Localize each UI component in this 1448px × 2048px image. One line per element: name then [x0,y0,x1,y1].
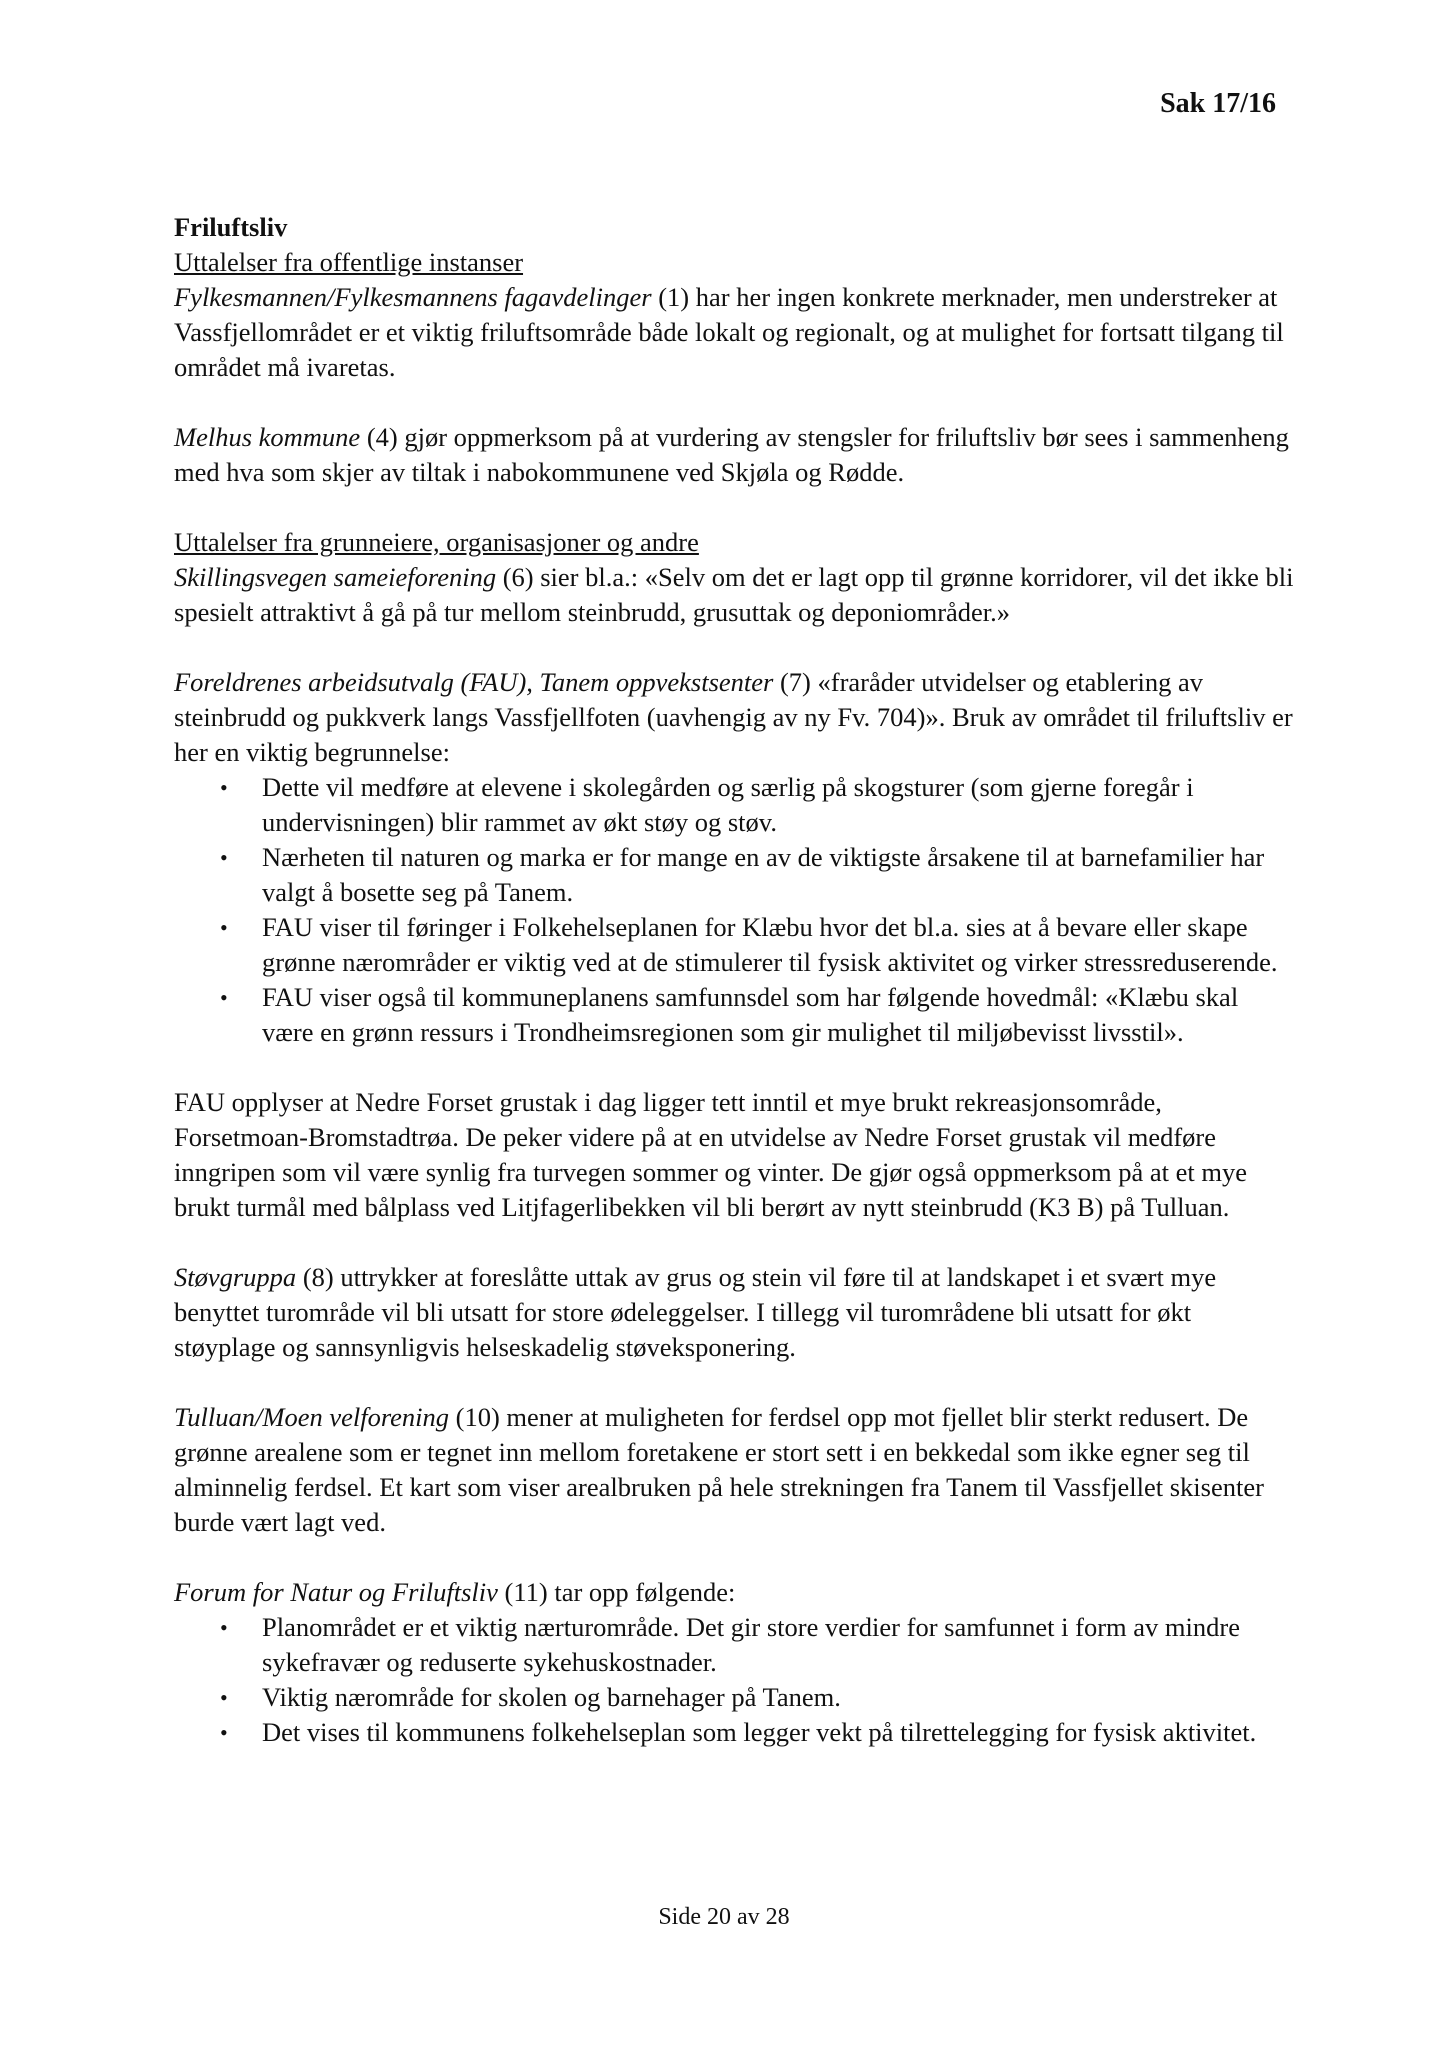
page-number: Side 20 av 28 [658,1904,790,1930]
list-item: • Dette vil medføre at elevene i skolegården og særlig på skogsturer (som gjerne foregår i undervisningen) blir rammet av økt støy og støv. [220,772,1194,837]
document-body [174,210,1294,1750]
subheading-public-agencies: Uttalelser fra offentlige instanser [174,247,524,277]
paragraph-fylkesmannen [174,280,1294,385]
list-item: • Planområdet er et viktig nærturområde. Det gir store verdier for samfunnet i form av mindre sykefravær og reduserte sykehuskostnader. [220,1612,1240,1677]
organization-name: Tulluan/Moen velforening [174,1402,450,1432]
subheading-landowners: Uttalelser fra grunneiere, organisasjoner og andre [174,527,699,557]
list-item: • Viktig nærområde for skolen og barnehager på Tanem. [174,1680,1294,1715]
paragraph-tulluan-moen [174,1400,1294,1540]
bullet-icon: • [220,775,228,800]
case-number: Sak 17/16 [1160,88,1276,119]
paragraph-text: (6) sier bl.a.: «Selv om det er lagt opp til grønne korridorer, vil det ikke bli spesielt attraktivt å gå på tur mellom steinbrudd, grusuttak og deponiområder.» [174,562,1294,627]
paragraph-text: (10) mener at muligheten for ferdsel opp mot fjellet blir sterkt redusert. De grønne arealene som er tegnet inn mellom foretakene er stort sett i en bekkedal som ikke egner seg til alminnelig ferdsel. Et kart som viser arealbruken på hele strekningen fra Tanem til Vassfjellet skisenter burde vært lagt ved. [174,1402,1264,1537]
paragraph-text: (11) tar opp følgende: [497,1577,736,1607]
paragraph-text: (1) har her ingen konkrete merknader, men understreker at Vassfjellområdet er et viktig friluftsområde både lokalt og regionalt, og at mulighet for fortsatt tilgang til området må ivaretas. [174,282,1284,382]
paragraph-skillingsvegen [174,560,1294,630]
organization-name: Melhus kommune [174,422,361,452]
paragraph-stovgruppa [174,1260,1294,1365]
bullet-icon: • [220,1615,228,1640]
paragraph-text: (7) «fraråder utvidelser og etablering av steinbrudd og pukkverk langs Vassfjellfoten (uavhengig av ny Fv. 704)». Bruk av området til friluftsliv er her en viktig begrunnelse: [174,667,1293,767]
list-item: • Det vises til kommunens folkehelseplan som legger vekt på tilrettelegging for fysisk aktivitet. [174,1715,1294,1750]
paragraph-fau-nedre-forset: FAU opplyser at Nedre Forset grustak i dag ligger tett inntil et mye brukt rekreasjonsområde, Forsetmoan-Bromstadtrøa. De peker videre på at en utvidelse av Nedre Forset grustak vil medføre inngripen som vil være synlig fra turvegen sommer og vinter. De gjør også oppmerksom på at et mye brukt turmål med bålplass ved Litjfagerlibekken vil bli berørt av nytt steinbrudd (K3 B) på Tulluan. [174,1087,1248,1222]
bullet-icon: • [220,1685,228,1710]
paragraph-text: (8) uttrykker at foreslåtte uttak av grus og stein vil føre til at landskapet i et svært mye benyttet turområde vil bli utsatt for store ødeleggelser. I tillegg vil turområdene bli utsatt for økt støyplage og sannsynligvis helseskadelig støveksponering. [174,1262,1217,1362]
section-heading: Friluftsliv [174,212,288,242]
paragraph-fau [174,665,1294,770]
paragraph-text: (4) gjør oppmerksom på at vurdering av stengsler for friluftsliv bør sees i sammenheng med hva som skjer av tiltak i nabokommunene ved Skjøla og Rødde. [174,422,1289,487]
organization-name: Skillingsvegen sameieforening [174,562,497,592]
organization-name: Støvgruppa [174,1262,297,1292]
list-item: • Nærheten til naturen og marka er for mange en av de viktigste årsakene til at barnefamilier har valgt å bosette seg på Tanem. [220,842,1265,907]
bullet-icon: • [220,845,228,870]
paragraph-forum [174,1575,1294,1610]
bullet-icon: • [220,915,228,940]
organization-name: Fylkesmannen/Fylkesmannens fagavdelinger [174,282,652,312]
organization-name: Foreldrenes arbeidsutvalg (FAU), Tanem oppvekstsenter [174,667,774,697]
list-item: • FAU viser til føringer i Folkehelseplanen for Klæbu hvor det bl.a. sies at å bevare eller skape grønne nærområder er viktig ved at de stimulerer til fysisk aktivitet og virker stressreduserende. [220,912,1278,977]
list-item: • FAU viser også til kommuneplanens samfunnsdel som har følgende hovedmål: «Klæbu skal være en grønn ressurs i Trondheimsregionen som gir mulighet til miljøbevisst livsstil». [220,982,1239,1047]
bullet-icon: • [220,1720,228,1745]
paragraph-melhus [174,420,1294,490]
bullet-icon: • [220,985,228,1010]
organization-name: Forum for Natur og Friluftsliv [174,1577,498,1607]
forum-bullet-list [174,1610,1294,1750]
fau-bullet-list [174,770,1294,1050]
